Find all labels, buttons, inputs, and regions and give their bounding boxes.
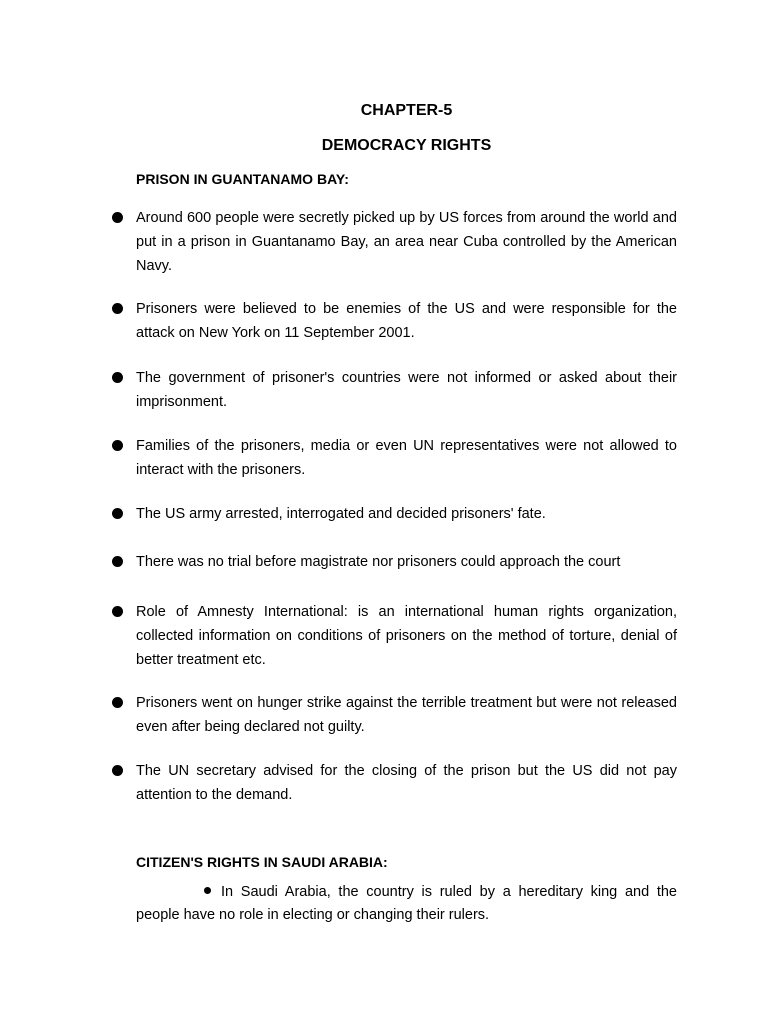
bullet-dot-icon — [112, 212, 123, 223]
bullet-text: Families of the prisoners, media or even UN representatives were not allowed to interact with the prisoners. — [136, 438, 677, 478]
bullet-dot-icon — [112, 372, 123, 383]
bullet-text: The government of prisoner's countries were not informed or asked about their imprisonment. — [136, 370, 677, 410]
bullet-dot-icon — [112, 303, 123, 314]
bullet-text: Prisoners went on hunger strike against the terrible treatment but were not released even after being declared not guilty. — [136, 695, 677, 735]
bullet-text: Role of Amnesty International: is an international human rights organization, collected information on conditions of prisoners on the method of torture, denial of better treatment etc. — [136, 604, 677, 668]
bullet-item — [136, 297, 677, 345]
section-heading-saudi-arabia: CITIZEN'S RIGHTS IN SAUDI ARABIA: — [136, 854, 388, 870]
bullet-dot-icon — [112, 765, 123, 776]
bullet-item — [136, 759, 677, 807]
bullet-item — [136, 691, 677, 739]
bullet-text: Around 600 people were secretly picked up by US forces from around the world and put in a prison in Guantanamo Bay, an area near Cuba controlled by the American Navy. — [136, 210, 677, 274]
bullet-dot-icon — [112, 440, 123, 451]
chapter-title: DEMOCRACY RIGHTS — [321, 137, 492, 154]
bullet-text: Prisoners were believed to be enemies of the US and were responsible for the attack on New York on 11 September 2001. — [136, 301, 677, 341]
chapter-number: CHAPTER-5 — [360, 102, 453, 119]
bullet-dot-icon — [112, 606, 123, 617]
section-heading-guantanamo: PRISON IN GUANTANAMO BAY: — [136, 171, 349, 187]
bullet-text: The UN secretary advised for the closing of the prison but the US did not pay attention to the demand. — [136, 763, 677, 803]
bullet-item — [136, 600, 677, 672]
saudi-bullet-item — [136, 881, 677, 927]
bullet-dot-icon — [112, 556, 123, 567]
bullet-item — [136, 502, 677, 526]
bullet-text: There was no trial before magistrate nor prisoners could approach the court — [136, 554, 621, 570]
bullet-item — [136, 366, 677, 414]
bullet-item — [136, 206, 677, 278]
bullet-text: The US army arrested, interrogated and decided prisoners' fate. — [136, 506, 546, 522]
bullet-item — [136, 434, 677, 482]
bullet-text: In Saudi Arabia, the country is ruled by a hereditary king and the people have no role in electing or changing their rulers. — [136, 884, 677, 923]
bullet-dot-icon — [112, 697, 123, 708]
bullet-dot-icon — [204, 887, 211, 894]
bullet-item — [136, 550, 677, 574]
bullet-dot-icon — [112, 508, 123, 519]
